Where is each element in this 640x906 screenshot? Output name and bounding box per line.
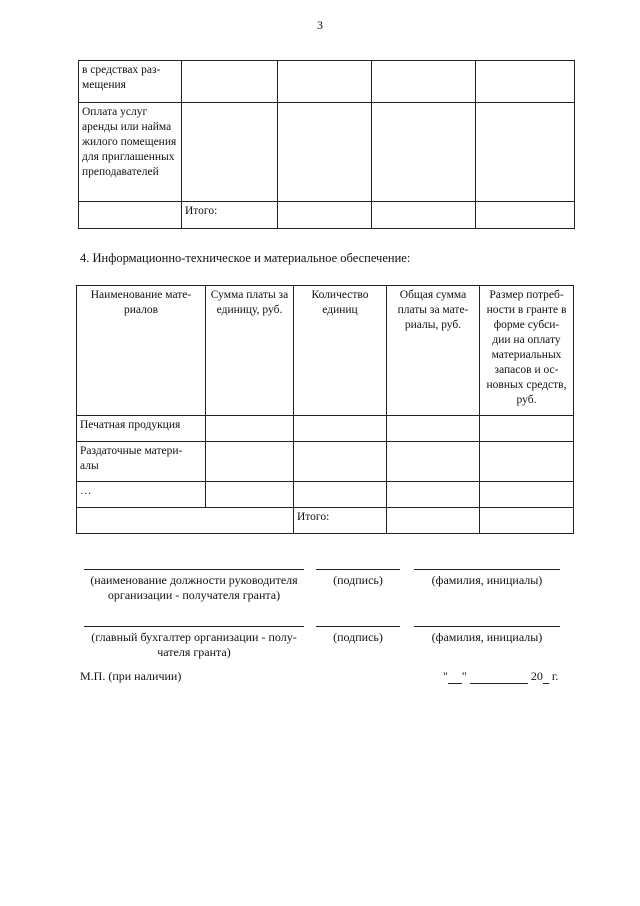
day-blank: [448, 671, 462, 684]
table-row: [77, 482, 574, 508]
row-label: в средствах раз- мещения: [79, 61, 182, 103]
table-row: [79, 103, 575, 202]
table-cell: [278, 103, 372, 202]
total-label: Итого:: [182, 202, 278, 229]
table-cell: [79, 202, 182, 229]
name-caption: (фамилия, инициалы): [431, 573, 543, 587]
table-cell: [480, 508, 574, 534]
position-caption: (главный бухгалтер организации - полу- чателя гранта): [91, 630, 297, 659]
table-cell: [294, 416, 387, 442]
row-label: Оплата услуг аренды или найма жилого помещения для приглашенных преподавателей: [79, 103, 182, 202]
year-prefix: 20: [530, 669, 543, 683]
column-header: Размер потреб- ности в гранте в форме субси- дии на оплату материальных запасов и ос- новных средств, руб.: [480, 286, 574, 416]
date-line: [443, 669, 558, 684]
row-label: …: [77, 482, 206, 508]
table-cell: [206, 416, 294, 442]
table-row: [77, 416, 574, 442]
row-label: Печатная продукция: [77, 416, 206, 442]
table-cell: [480, 442, 574, 482]
table-cell: [387, 416, 480, 442]
materials-table: [76, 285, 574, 534]
accommodation-costs-table: [78, 60, 575, 229]
month-blank: [470, 671, 528, 684]
section-title: 4. Информационно-техническое и материальное обеспечение:: [80, 251, 411, 265]
signature-line: [316, 569, 400, 570]
table-cell: [182, 103, 278, 202]
column-header: Сумма платы за единицу, руб.: [206, 286, 294, 416]
table-cell: [206, 442, 294, 482]
signature-caption: (подпись): [333, 573, 383, 587]
table-cell: [372, 61, 476, 103]
signature-caption: (подпись): [333, 630, 383, 644]
table-cell: [387, 442, 480, 482]
total-label: Итого:: [294, 508, 387, 534]
table-cell: [480, 416, 574, 442]
name-line: [414, 569, 560, 570]
name-line: [414, 626, 560, 627]
year-suffix: г.: [551, 669, 559, 683]
table-cell: [294, 442, 387, 482]
table-cell: [372, 202, 476, 229]
table-cell: [278, 202, 372, 229]
table-cell: [182, 61, 278, 103]
table-row: [77, 442, 574, 482]
name-caption: (фамилия, инициалы): [431, 630, 543, 644]
position-line: [84, 626, 304, 627]
year-blank: [543, 671, 549, 684]
row-label: Раздаточные матери- алы: [77, 442, 206, 482]
table-cell: [278, 61, 372, 103]
total-row: [79, 202, 575, 229]
signature-line: [316, 626, 400, 627]
position-line: [84, 569, 304, 570]
table-cell: [387, 482, 480, 508]
table-cell: [476, 202, 575, 229]
table-cell: [480, 482, 574, 508]
table-cell: [476, 103, 575, 202]
table-cell: [372, 103, 476, 202]
position-caption: (наименование должности руководителя организации - получателя гранта): [90, 573, 298, 602]
date-close-quote: ": [461, 669, 467, 683]
header-row: [77, 286, 574, 416]
column-header: Наименование мате- риалов: [77, 286, 206, 416]
page-number: 3: [317, 18, 323, 32]
table-cell: [294, 482, 387, 508]
total-row: [77, 508, 574, 534]
column-header: Общая сумма платы за мате- риалы, руб.: [387, 286, 480, 416]
date-open-quote: ": [443, 669, 448, 683]
table-cell: [476, 61, 575, 103]
stamp-label: М.П. (при наличии): [80, 669, 182, 683]
table-cell: [77, 508, 294, 534]
column-header: Количество единиц: [294, 286, 387, 416]
table-cell: [206, 482, 294, 508]
table-row: [79, 61, 575, 103]
table-cell: [387, 508, 480, 534]
